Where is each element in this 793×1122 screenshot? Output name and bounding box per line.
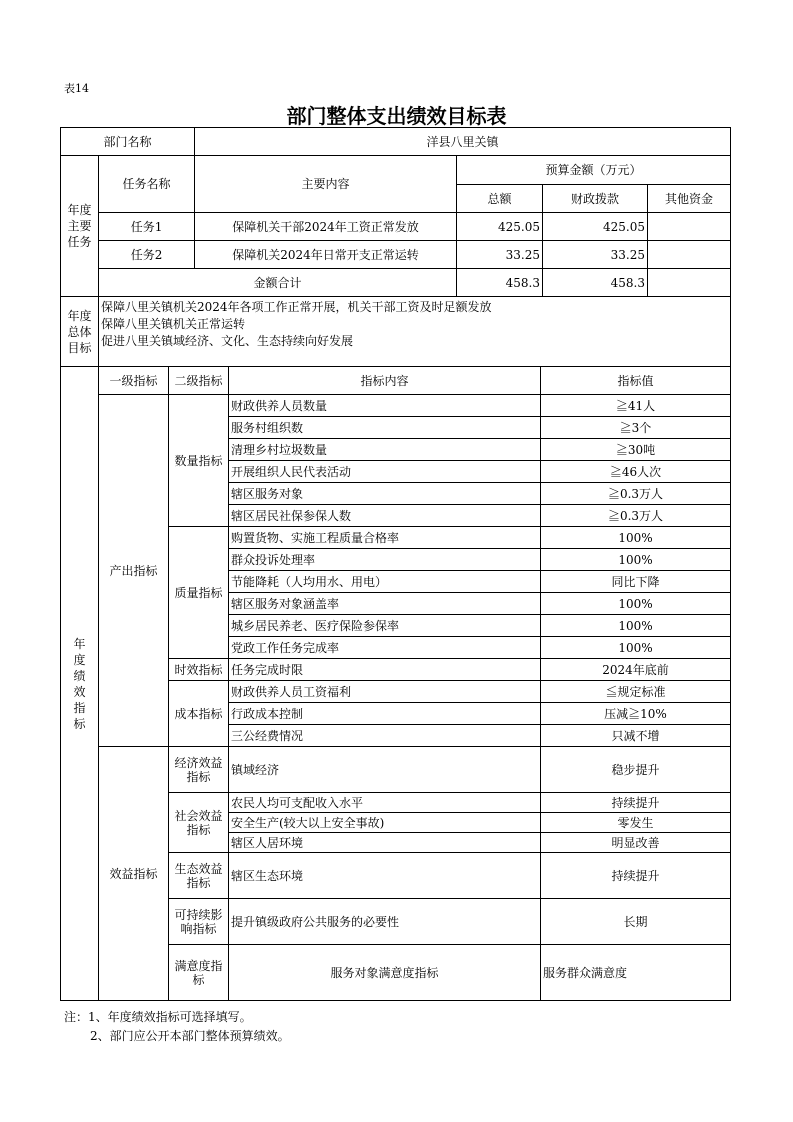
task-fiscal: 425.05 <box>543 213 648 241</box>
indicator-value: ≧41人 <box>541 395 731 417</box>
indicator-value: ≧30吨 <box>541 439 731 461</box>
dept-value: 洋县八里关镇 <box>195 128 731 156</box>
indicator-value: 2024年底前 <box>541 659 731 681</box>
indicator-value: ≧0.3万人 <box>541 505 731 527</box>
cost-label: 成本指标 <box>169 681 229 747</box>
table-row <box>61 241 731 269</box>
ecological-label: 生态效益指标 <box>169 853 229 899</box>
task-other <box>648 241 731 269</box>
sum-total: 458.3 <box>457 269 543 297</box>
task-other <box>648 213 731 241</box>
task-name-header: 任务名称 <box>99 156 195 213</box>
other-header: 其他资金 <box>648 185 731 213</box>
indicators-label: 年度绩效指标 <box>61 367 99 1001</box>
timeliness-label: 时效指标 <box>169 659 229 681</box>
fiscal-header: 财政拨款 <box>543 185 648 213</box>
budget-header: 预算金额（万元） <box>457 156 731 185</box>
sustainable-label: 可持续影响指标 <box>169 899 229 945</box>
indicator-content: 财政供养人员工资福利 <box>229 681 541 703</box>
total-header: 总额 <box>457 185 543 213</box>
indicator-content: 财政供养人员数量 <box>229 395 541 417</box>
indicator-value: ≧0.3万人 <box>541 483 731 505</box>
task-content: 保障机关2024年日常开支正常运转 <box>195 241 457 269</box>
indicator-value: 100% <box>541 527 731 549</box>
indicator-content: 三公经费情况 <box>229 725 541 747</box>
indicator-value: 零发生 <box>541 813 731 833</box>
satisfaction-label: 满意度指标 <box>169 945 229 1001</box>
sum-other <box>648 269 731 297</box>
indicator-value: 100% <box>541 593 731 615</box>
level1-header: 一级指标 <box>99 367 169 395</box>
benefit-label: 效益指标 <box>99 747 169 1001</box>
indicator-value: 明显改善 <box>541 833 731 853</box>
indicator-value: 长期 <box>541 899 731 945</box>
indicator-value: 只减不增 <box>541 725 731 747</box>
indicator-value: ≧3个 <box>541 417 731 439</box>
tasks-section-label: 年度主要任务 <box>61 156 99 297</box>
footnotes <box>64 1008 290 1046</box>
goal-line: 促进八里关镇域经济、文化、生态持续向好发展 <box>101 334 354 348</box>
goals-content <box>99 297 731 367</box>
budget-table <box>60 127 731 367</box>
indicator-content: 服务群众满意度 <box>541 945 731 1001</box>
task-name: 任务1 <box>99 213 195 241</box>
indicator-content: 城乡居民养老、医疗保险参保率 <box>229 615 541 637</box>
table-row <box>61 213 731 241</box>
sum-row <box>61 269 731 297</box>
quantity-label: 数量指标 <box>169 395 229 527</box>
indicator-content: 辖区人居环境 <box>229 833 541 853</box>
task-content-header: 主要内容 <box>195 156 457 213</box>
indicator-content: 清理乡村垃圾数量 <box>229 439 541 461</box>
indicator-content: 辖区服务对象涵盖率 <box>229 593 541 615</box>
sum-label: 金额合计 <box>99 269 457 297</box>
indicator-content: 辖区服务对象 <box>229 483 541 505</box>
footnote: 2、部门应公开本部门整体预算绩效。 <box>90 1029 290 1043</box>
dept-label: 部门名称 <box>61 128 195 156</box>
indicator-value: 同比下降 <box>541 571 731 593</box>
indicator-content: 镇域经济 <box>229 747 541 793</box>
goal-line: 保障八里关镇机关2024年各项工作正常开展，机关干部工资及时足额发放 <box>101 300 492 314</box>
indicator-content: 辖区生态环境 <box>229 853 541 899</box>
indicator-value: 持续提升 <box>541 853 731 899</box>
indicator-content: 安全生产(较大以上安全事故) <box>229 813 541 833</box>
indicator-value: 100% <box>541 615 731 637</box>
indicator-content: 节能降耗（人均用水、用电） <box>229 571 541 593</box>
indicator-value: ≦规定标准 <box>541 681 731 703</box>
indicator-value: 100% <box>541 549 731 571</box>
social-label: 社会效益指标 <box>169 793 229 853</box>
task-total: 425.05 <box>457 213 543 241</box>
page-title: 部门整体支出绩效目标表 <box>286 104 507 128</box>
level2-header: 二级指标 <box>169 367 229 395</box>
indicator-content: 提升镇级政府公共服务的必要性 <box>229 899 541 945</box>
indicator-content: 任务完成时限 <box>229 659 541 681</box>
indicator-content: 群众投诉处理率 <box>229 549 541 571</box>
indicator-value: ≧46人次 <box>541 461 731 483</box>
indicator-content: 购置货物、实施工程质量合格率 <box>229 527 541 549</box>
task-content: 保障机关干部2024年工资正常发放 <box>195 213 457 241</box>
output-label: 产出指标 <box>99 395 169 747</box>
indicator-value: 压减≧10% <box>541 703 731 725</box>
indicator-content: 行政成本控制 <box>229 703 541 725</box>
indicator-content: 农民人均可支配收入水平 <box>229 793 541 813</box>
task-fiscal: 33.25 <box>543 241 648 269</box>
goal-line: 保障八里关镇机关正常运转 <box>101 317 246 331</box>
task-total: 33.25 <box>457 241 543 269</box>
content-header: 指标内容 <box>229 367 541 395</box>
indicator-content: 开展组织人民代表活动 <box>229 461 541 483</box>
sum-fiscal: 458.3 <box>543 269 648 297</box>
indicator-value: 稳步提升 <box>541 747 731 793</box>
indicator-table <box>60 366 731 1001</box>
table-number: 表14 <box>64 82 89 95</box>
indicator-value: 100% <box>541 637 731 659</box>
indicator-content: 党政工作任务完成率 <box>229 637 541 659</box>
service-satisfaction-label: 服务对象满意度指标 <box>229 945 541 1001</box>
value-header: 指标值 <box>541 367 731 395</box>
economic-label: 经济效益指标 <box>169 747 229 793</box>
footnote: 注：1、年度绩效指标可选择填写。 <box>64 1010 252 1024</box>
quality-label: 质量指标 <box>169 527 229 659</box>
indicator-content: 服务村组织数 <box>229 417 541 439</box>
goals-label: 年度总体目标 <box>61 297 99 367</box>
task-name: 任务2 <box>99 241 195 269</box>
indicator-value: 持续提升 <box>541 793 731 813</box>
indicator-content: 辖区居民社保参保人数 <box>229 505 541 527</box>
